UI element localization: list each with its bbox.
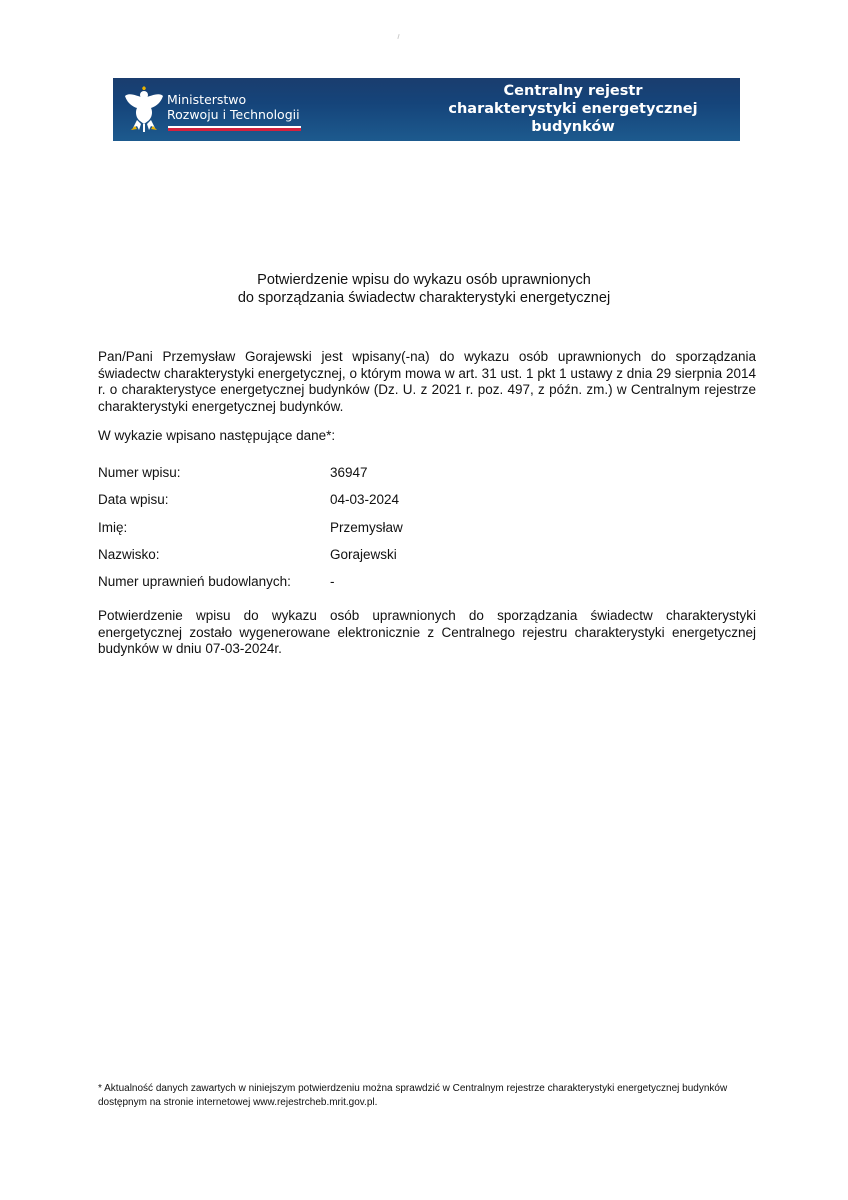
ministry-line-1: Ministerstwo <box>167 92 247 107</box>
field-label: Imię: <box>98 519 128 535</box>
registry-title-line-2: charakterystyki energetycznej <box>448 101 698 117</box>
field-row-entry-number <box>98 465 403 492</box>
document-title-line-2: do sporządzania świadectw charakterystyki energetycznej <box>237 290 611 306</box>
field-label: Nazwisko: <box>98 546 160 562</box>
field-value: Przemysław <box>330 519 403 535</box>
registry-title-line-3: budynków <box>531 119 615 135</box>
field-row-license-number <box>98 574 403 601</box>
field-value: 04-03-2024 <box>330 492 400 508</box>
field-label: Data wpisu: <box>98 492 169 508</box>
document-title-line-1: Potwierdzenie wpisu do wykazu osób uprawnionych <box>257 272 591 288</box>
header-banner <box>113 78 740 141</box>
field-row-last-name <box>98 547 403 574</box>
field-row-entry-date <box>98 492 403 519</box>
field-label: Numer wpisu: <box>98 465 181 480</box>
field-value: 36947 <box>330 465 368 480</box>
registry-title-line-1: Centralny rejestr <box>503 83 643 99</box>
ministry-name <box>167 92 300 122</box>
intro-paragraph: Pan/Pani Przemysław Gorajewski jest wpisany(-na) do wykazu osób uprawnionych do sporządzania świadectw charakterystyki energetycznej, o którym mowa w art. 31 ust. 1 pkt 1 ustawy z dnia 29 sierpnia 2014 r. o charakterystyce energetycznej budynków (Dz. U. z 2021 r. poz. 497, z późn. zm.) w Centralnym rejestrze charakterystyki energetycznej budynków. <box>98 349 756 414</box>
field-label: Numer uprawnień budowlanych: <box>98 574 291 590</box>
data-lead-text: W wykazie wpisano następujące dane*: <box>98 428 336 443</box>
registry-title <box>413 82 733 136</box>
field-row-first-name <box>98 520 403 547</box>
polish-eagle-icon <box>123 86 165 134</box>
field-value: Gorajewski <box>330 546 397 562</box>
field-value: - <box>330 574 335 590</box>
ministry-line-2: Rozwoju i Technologii <box>167 107 300 122</box>
footnote: * Aktualność danych zawartych w niniejszym potwierdzeniu można sprawdzić w Centralnym rejestrze charakterystyki energetycznej budynków dostępnym na stronie internetowej www.rejestrcheb.mrit.gov.pl. <box>98 1083 728 1108</box>
scan-mark <box>397 34 399 39</box>
document-title <box>0 271 848 307</box>
fields-list <box>98 465 403 601</box>
generated-note: Potwierdzenie wpisu do wykazu osób uprawnionych do sporządzania świadectw charakterystyki energetycznej zostało wygenerowane elektronicznie z Centralnego rejestru charakterystyki energetycznej budynków w dniu 07-03-2024r. <box>98 608 756 656</box>
flag-stripe <box>168 126 301 131</box>
